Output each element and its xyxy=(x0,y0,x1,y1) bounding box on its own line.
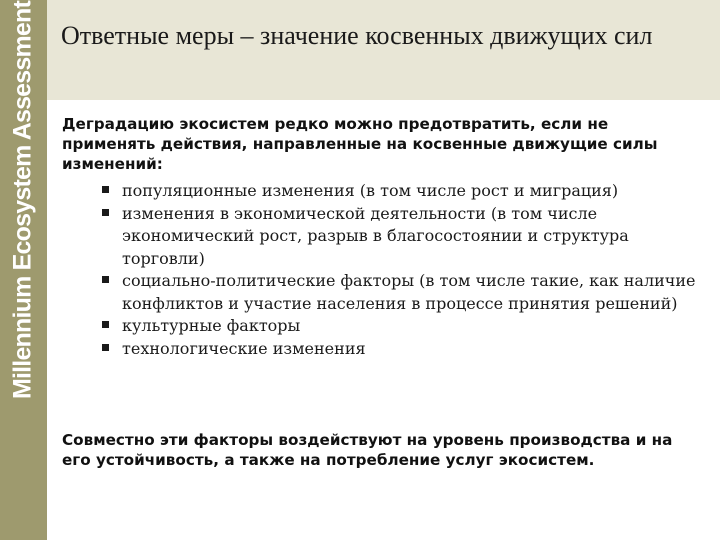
slide-title: Ответные меры – значение косвенных движущих сил xyxy=(61,21,653,50)
bullet-icon xyxy=(102,209,109,216)
list-item xyxy=(62,270,702,315)
list-item xyxy=(62,180,702,203)
sidebar-brand-label: Millennium Ecosystem Assessment xyxy=(8,0,37,400)
list-item xyxy=(62,315,702,338)
sidebar xyxy=(0,0,47,540)
bullet-icon xyxy=(102,276,109,283)
bullet-icon xyxy=(102,321,109,328)
bullet-icon xyxy=(102,344,109,351)
summary-paragraph: Совместно эти факторы воздействуют на уровень производства и на его устойчивость, а также на потребление услуг экосистем. xyxy=(62,431,673,469)
list-item-text: культурные факторы xyxy=(122,316,301,335)
intro-paragraph: Деградацию экосистем редко можно предотвратить, если не применять действия, направленные на косвенные движущие силы изменений: xyxy=(62,115,658,173)
list-item xyxy=(62,203,702,271)
bullet-icon xyxy=(102,186,109,193)
list-item xyxy=(62,338,702,361)
list-item-text: социально-политические факторы (в том числе такие, как наличие конфликтов и участие населения в процессе принятия решений) xyxy=(122,271,696,313)
list-item-text: популяционные изменения (в том числе рост и миграция) xyxy=(122,181,619,200)
list-item-text: изменения в экономической деятельности (в том числе экономический рост, разрыв в благосостоянии и структура торговли) xyxy=(122,203,629,268)
slide-header xyxy=(47,0,720,100)
list-item-text: технологические изменения xyxy=(122,338,366,358)
bullet-list xyxy=(62,180,702,360)
